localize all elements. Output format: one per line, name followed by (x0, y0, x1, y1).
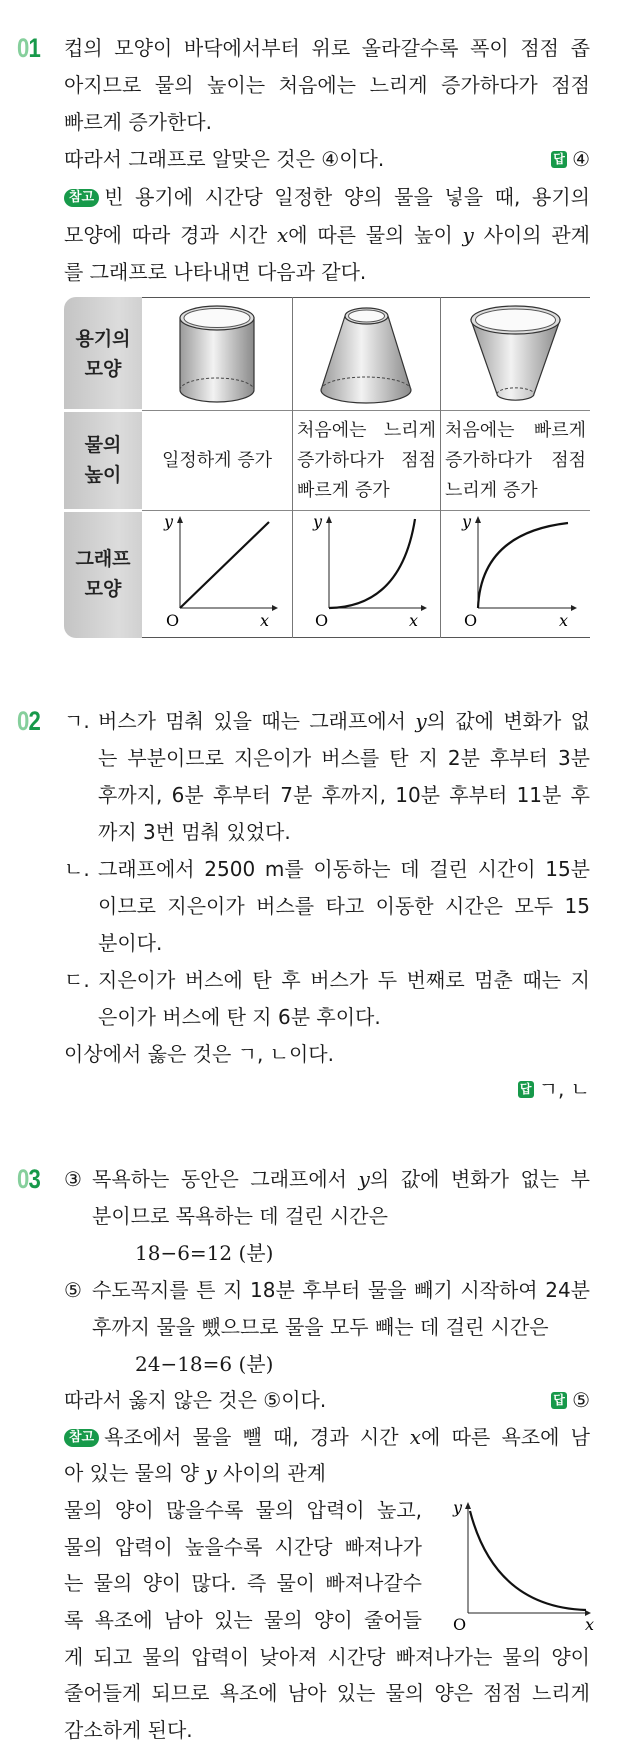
text-line: 록 욕조에 남아 있는 물의 양이 줄어들 (64, 1608, 422, 1632)
row-header-height: 물의 높이 (84, 434, 122, 486)
math-var: y (205, 1461, 217, 1485)
cylinder-container-image (142, 298, 292, 410)
text: 모양에 따라 경과 시간 (64, 223, 277, 247)
origin-label: O (166, 611, 180, 630)
math-var: y (415, 709, 427, 733)
equation: 18−6=12 (분) (135, 1241, 274, 1265)
text-line: 빠르게 증가한다. (64, 110, 212, 134)
text-line: 후까지 물을 뺐으므로 물을 모두 빼는 데 걸린 시간은 (92, 1315, 549, 1339)
y-arrow (475, 516, 481, 523)
x-arrow (421, 605, 427, 611)
origin-label: O (315, 611, 329, 630)
y-arrow (177, 516, 183, 523)
y-label: y (164, 512, 174, 531)
answer-value: ⑤ (572, 1388, 590, 1412)
item-marker: ㄴ. (64, 857, 90, 881)
text-line: 지은이가 버스에 탄 후 버스가 두 번째로 멈춘 때는 지 (98, 968, 590, 992)
note-line (64, 1419, 590, 1456)
answer-badge: 답 (551, 1392, 567, 1409)
text-line: 분이므로 목욕하는 데 걸린 시간은 (92, 1204, 388, 1228)
math-var: x (409, 1425, 422, 1449)
text-line: 게 되고 물의 압력이 낮아져 시간당 빠져나가는 물의 양이 (64, 1645, 590, 1669)
x-label: x (260, 611, 270, 630)
text-line (92, 1161, 590, 1198)
origin-label: O (464, 611, 478, 630)
problem-number-03 (17, 1161, 40, 1198)
height-description (142, 411, 292, 510)
text-line: 이므로 지은이가 버스를 타고 이동한 시간은 모두 15 (98, 894, 590, 918)
x-arrow (571, 605, 577, 611)
digit: 0 (17, 1164, 29, 1194)
drain-graph (440, 1495, 600, 1635)
note-text: 빈 용기에 시간당 일정한 양의 물을 넣을 때, 용기의 (104, 185, 590, 209)
text-line: 아지므로 물의 높이는 처음에는 느리게 증가하다가 점점 (64, 73, 590, 97)
text-line: 은이가 버스에 탄 지 6분 후이다. (98, 1005, 381, 1029)
container-comparison-table (64, 297, 590, 638)
y-label: y (313, 512, 323, 531)
text-line: 까지 3번 멈춰 있었다. (98, 820, 291, 844)
equation: 24−18=6 (분) (135, 1352, 274, 1376)
x-arrow (272, 605, 278, 611)
item-marker: ㄱ. (64, 709, 90, 733)
graph-line (180, 522, 269, 608)
text: 욕조에서 물을 뺄 때, 경과 시간 (104, 1425, 410, 1449)
text: 의 값에 변화가 없는 부 (369, 1167, 590, 1191)
text-line (98, 703, 590, 740)
text-line (64, 1455, 590, 1492)
text-line: 감소하게 된다. (64, 1718, 193, 1742)
row-header-graph: 그래프 모양 (75, 548, 131, 600)
text-line: 는 부분이므로 지은이가 버스를 탄 지 2분 후부터 3분 (98, 746, 590, 770)
math-var: y (462, 223, 474, 247)
choice-marker: ⑤ (64, 1278, 82, 1302)
text-line: 분이다. (98, 931, 163, 955)
text: 아 있는 물의 양 (64, 1461, 206, 1485)
text-line: 물의 양이 많을수록 물의 압력이 높고, (64, 1498, 422, 1522)
text-line: 그래프에서 2500 m를 이동하는 데 걸린 시간이 15분 (98, 857, 590, 881)
answer-02 (518, 1071, 590, 1108)
text-line: 따라서 그래프로 알맞은 것은 ④이다. (64, 147, 385, 171)
problem-number-01 (17, 30, 40, 67)
text: 목욕하는 동안은 그래프에서 (92, 1167, 359, 1191)
text-line: 줄어들게 되므로 욕조에 남아 있는 물의 양은 점점 느리게 (64, 1681, 590, 1705)
item-marker: ㄷ. (64, 968, 90, 992)
row-header-shape: 용기의 모양 (75, 327, 131, 380)
cell-text: 처음에는 빠르게 증가하다가 점점 느리게 증가 (445, 419, 586, 501)
text-line: 물의 압력이 높을수록 시간당 빠져나가 (64, 1535, 422, 1559)
cell-text: 처음에는 느리게 증가하다가 점점 빠르게 증가 (297, 419, 436, 501)
text-line: 수도꼭지를 튼 지 18분 후부터 물을 빼기 시작하여 24분 (92, 1278, 590, 1302)
digit: 2 (28, 706, 41, 736)
cell-text: 일정하게 증가 (161, 449, 273, 471)
text: 버스가 멈춰 있을 때는 그래프에서 (98, 709, 416, 733)
text-line: 를 그래프로 나타내면 다음과 같다. (64, 260, 367, 284)
linear-graph (142, 511, 292, 637)
answer-01 (551, 141, 590, 178)
origin-label: O (453, 1615, 467, 1634)
text-line: 후까지, 6분 후부터 7분 후까지, 10분 후부터 11분 후 (98, 783, 590, 807)
answer-badge: 답 (518, 1081, 534, 1098)
x-label: x (559, 611, 569, 630)
choice-marker: ③ (64, 1167, 82, 1191)
height-description (293, 411, 440, 510)
x-label: x (409, 611, 419, 630)
digit: 3 (28, 1164, 41, 1194)
math-var: x (276, 223, 289, 247)
answer-value: ④ (572, 147, 590, 171)
digit: 0 (17, 33, 29, 63)
concave-graph (441, 511, 590, 637)
y-label: y (453, 1498, 463, 1517)
text-line: 는 물의 양이 많다. 즉 물이 빠져나갈수 (64, 1571, 422, 1595)
x-label: x (585, 1615, 595, 1634)
divider (142, 637, 590, 638)
narrow-top-cone-container-image (293, 298, 440, 410)
graph-curve (329, 519, 415, 608)
convex-graph (293, 511, 440, 637)
text: 의 값에 변화가 없 (426, 709, 590, 733)
graph-curve (470, 1511, 586, 1610)
answer-value: ㄱ, ㄴ (538, 1077, 590, 1101)
math-var: y (358, 1167, 370, 1191)
text-line: 컵의 모양이 바닥에서부터 위로 올라갈수록 폭이 점점 좁 (64, 36, 590, 60)
answer-badge: 답 (551, 151, 567, 168)
text: 사이의 관계 (473, 223, 590, 247)
text: 사이의 관계 (216, 1461, 326, 1485)
note-badge: 참고 (64, 1429, 99, 1447)
problem-number-02 (17, 703, 40, 740)
note-line (64, 179, 590, 216)
graph-curve (478, 523, 568, 608)
text-line: 이상에서 옳은 것은 ㄱ, ㄴ이다. (64, 1042, 334, 1066)
height-description (441, 411, 590, 510)
y-arrow (465, 1502, 471, 1509)
text-line: 따라서 옳지 않은 것은 ⑤이다. (64, 1388, 327, 1412)
text: 에 따른 욕조에 남 (421, 1425, 590, 1449)
digit: 0 (17, 706, 29, 736)
y-label: y (462, 512, 472, 531)
wide-top-cone-container-image (441, 298, 590, 410)
note-badge: 참고 (64, 189, 99, 207)
text: 에 따른 물의 높이 (288, 223, 463, 247)
y-arrow (326, 516, 332, 523)
digit: 1 (28, 33, 41, 63)
answer-03 (551, 1382, 590, 1419)
text-line (64, 217, 590, 254)
